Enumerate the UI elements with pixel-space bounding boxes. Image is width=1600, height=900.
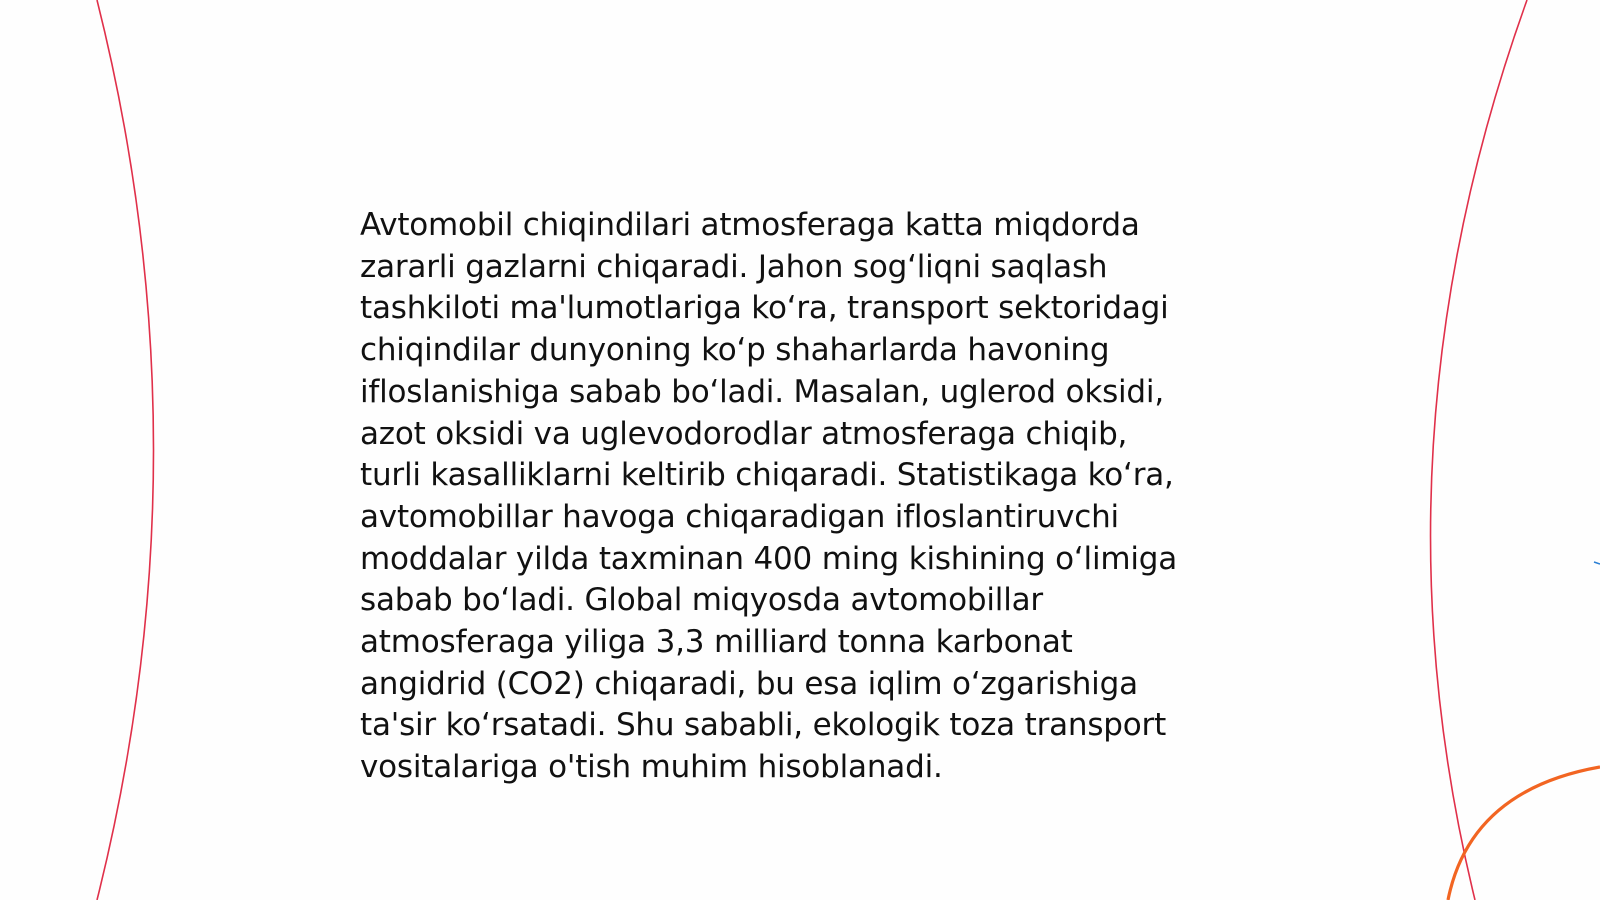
text-line: ifloslanishiga sabab bo‘ladi. Masalan, uglerod oksidi,	[360, 373, 1164, 410]
text-line: avtomobillar havoga chiqaradigan ifloslantiruvchi	[360, 498, 1119, 535]
text-line: Avtomobil chiqindilari atmosferaga katta miqdorda	[360, 207, 1140, 243]
right-edge-blue-mark	[1594, 562, 1600, 564]
text-line: moddalar yilda taxminan 400 ming kishining o‘limiga	[360, 540, 1178, 577]
left-curved-line	[97, 0, 154, 900]
text-line: chiqindilar dunyoning ko‘p shaharlarda havoning	[360, 332, 1110, 369]
text-line: turli kasalliklarni keltirib chiqaradi. Statistikaga ko‘ra,	[360, 457, 1174, 494]
text-line: atmosferaga yiliga 3,3 milliard tonna karbonat	[360, 624, 1073, 661]
text-line: azot oksidi va uglevodorodlar atmosferaga chiqib,	[360, 415, 1128, 452]
text-line: ta'sir ko‘rsatadi. Shu sababli, ekologik toza transport	[360, 707, 1167, 744]
body-paragraph	[360, 205, 1240, 789]
text-line: sabab bo‘ladi. Global miqyosda avtomobillar	[360, 582, 1043, 619]
text-line: vositalariga o'tish muhim hisoblanadi.	[360, 749, 943, 786]
text-line: tashkiloti ma'lumotlariga ko‘ra, transport sektoridagi	[360, 290, 1169, 327]
right-curved-line	[1431, 0, 1527, 900]
text-line: zararli gazlarni chiqaradi. Jahon sog‘liqni saqlash	[360, 248, 1108, 285]
text-line: angidrid (CO2) chiqaradi, bu esa iqlim o‘zgarishiga	[360, 665, 1138, 702]
